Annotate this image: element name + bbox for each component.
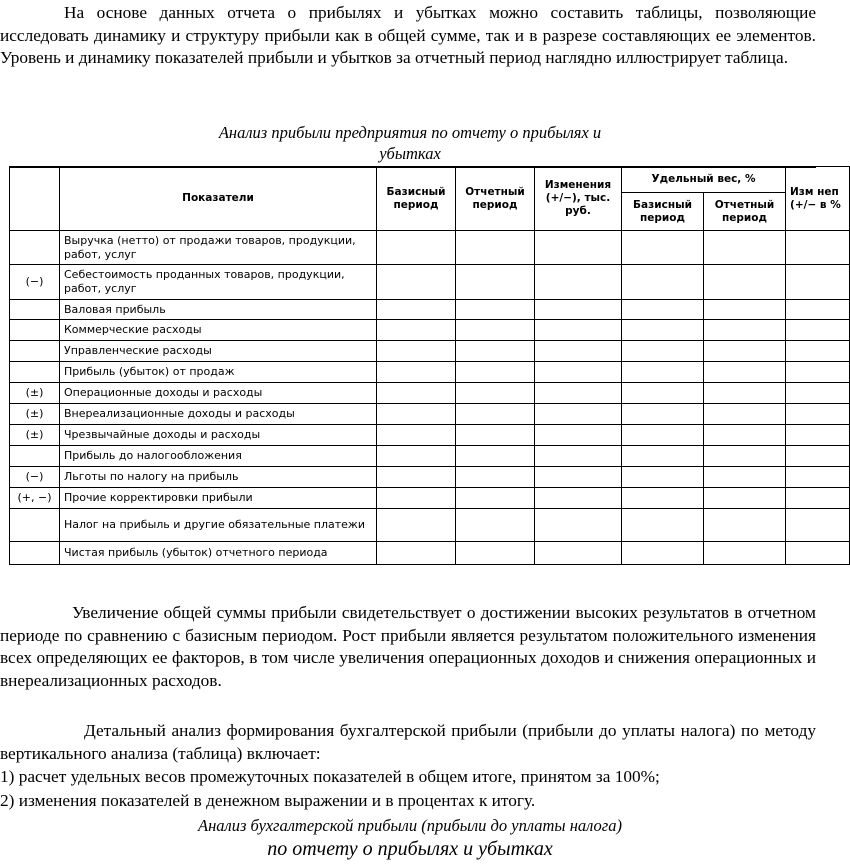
row-indicator: Льготы по налогу на прибыль bbox=[60, 467, 377, 488]
header-base-period: Базисный период bbox=[377, 167, 456, 231]
row-sign bbox=[10, 231, 60, 265]
row-sign bbox=[10, 509, 60, 542]
row-indicator: Прибыль (убыток) от продаж bbox=[60, 362, 377, 383]
row-sign bbox=[10, 542, 60, 565]
row-indicator: Выручка (нетто) от продажи товаров, продукции, работ, услуг bbox=[60, 231, 377, 265]
table-row bbox=[10, 488, 850, 509]
row-indicator: Прибыль до налогообложения bbox=[60, 446, 377, 467]
row-sign: (−) bbox=[10, 265, 60, 300]
row-sign bbox=[10, 341, 60, 362]
caption2-line1: Анализ бухгалтерской прибыли (прибыли до уплаты налога) bbox=[198, 816, 622, 835]
table-caption-line2: убытках bbox=[379, 144, 441, 163]
table-row bbox=[10, 509, 850, 542]
table-row bbox=[10, 446, 850, 467]
row-indicator: Коммерческие расходы bbox=[60, 320, 377, 341]
table-row bbox=[10, 542, 850, 565]
profit-analysis-table bbox=[9, 166, 850, 565]
table-row bbox=[10, 320, 850, 341]
row-indicator: Чистая прибыль (убыток) отчетного периода bbox=[60, 542, 377, 565]
table-caption-line1: Анализ прибыли предприятия по отчету о прибылях и bbox=[218, 123, 602, 142]
intro-paragraph: На основе данных отчета о прибылях и убытках можно составить таблицы, позволяющие исследовать динамику и структуру прибыли как в общей сумме, так и в разрезе составляющих ее элементов. Уровень и динамику показателей прибыли и убытков за отчетный период наглядно иллюстрирует таблица. bbox=[0, 3, 816, 67]
table-row bbox=[10, 425, 850, 446]
row-indicator: Налог на прибыль и другие обязательные платежи bbox=[60, 509, 377, 542]
table-row bbox=[10, 300, 850, 320]
header-share-report: Отчетный период bbox=[704, 193, 786, 231]
header-share-change: Изм неп (+/− в % bbox=[786, 167, 850, 231]
row-sign: (−) bbox=[10, 467, 60, 488]
caption2-line2: по отчету о прибылях и убытках bbox=[267, 838, 553, 860]
row-indicator: Управленческие расходы bbox=[60, 341, 377, 362]
header-sign bbox=[10, 167, 60, 231]
table-row bbox=[10, 404, 850, 425]
row-indicator: Прочие корректировки прибыли bbox=[60, 488, 377, 509]
row-sign: (±) bbox=[10, 425, 60, 446]
table-row bbox=[10, 265, 850, 300]
row-sign bbox=[10, 362, 60, 383]
header-share-base: Базисный период bbox=[622, 193, 704, 231]
list-item-1: 1) расчет удельных весов промежуточных показателей в общем итоге, принятом за 100%; bbox=[0, 767, 660, 786]
profit-analysis-table-wrapper bbox=[9, 166, 841, 572]
table-row bbox=[10, 383, 850, 404]
table-row bbox=[10, 467, 850, 488]
detail-paragraph: Детальный анализ формирования бухгалтерской прибыли (прибыли до уплаты налога) по методу вертикального анализа (таблица) включает: bbox=[0, 721, 816, 763]
table-row bbox=[10, 231, 850, 265]
row-sign bbox=[10, 446, 60, 467]
row-indicator: Себестоимость проданных товаров, продукции, работ, услуг bbox=[60, 265, 377, 300]
row-sign: (±) bbox=[10, 383, 60, 404]
table-caption bbox=[150, 122, 670, 164]
row-indicator: Валовая прибыль bbox=[60, 300, 377, 320]
row-indicator: Операционные доходы и расходы bbox=[60, 383, 377, 404]
header-share: Удельный вес, % bbox=[622, 167, 786, 193]
row-sign: (+, −) bbox=[10, 488, 60, 509]
row-indicator: Чрезвычайные доходы и расходы bbox=[60, 425, 377, 446]
table-row bbox=[10, 362, 850, 383]
header-report-period: Отчетный период bbox=[456, 167, 535, 231]
header-indicators: Показатели bbox=[60, 167, 377, 231]
list-item-2: 2) изменения показателей в денежном выражении и в процентах к итогу. bbox=[0, 791, 536, 810]
row-sign bbox=[10, 300, 60, 320]
row-indicator: Внереализационные доходы и расходы bbox=[60, 404, 377, 425]
table-row bbox=[10, 341, 850, 362]
growth-paragraph: Увеличение общей суммы прибыли свидетельствует о достижении высоких результатов в отчетном периоде по сравнению с базисным периодом. Рост прибыли является результатом положительного изменения всех определяющих ее факторов, в том числе увеличения операционных доходов и снижения операционных и внереализационных расходов. bbox=[0, 603, 816, 690]
row-sign bbox=[10, 320, 60, 341]
header-changes: Изменения (+/−), тыс. руб. bbox=[535, 167, 622, 231]
row-sign: (±) bbox=[10, 404, 60, 425]
